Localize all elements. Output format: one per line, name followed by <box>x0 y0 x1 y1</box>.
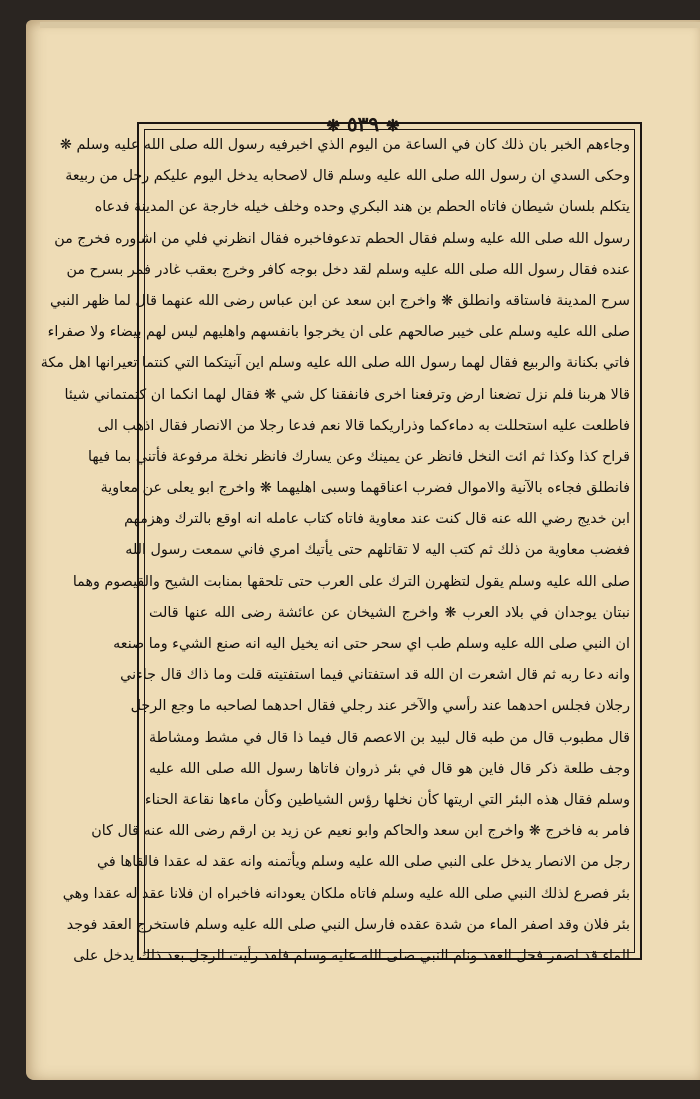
text-line: وحكى السدي ان رسول الله صلى الله عليه وسلم قال لاصحابه يدخل اليوم عليكم رجل من ربيعة <box>65 168 630 185</box>
text-line: فاطلعت عليه استحللت به دماءكما وذراريكما قالا نعم فدعا رجلا من الانصار فقال اذهب الى <box>97 417 630 434</box>
text-line: نبتان يوجدان في بلاد العرب ❋ واخرج الشيخان عن عائشة رضى الله عنها قالت <box>149 604 630 621</box>
text-line: قالا هربنا فلم نزل تضعنا ارض وترفعنا اخرى فانفقنا كل شي ❋ فقال لهما انكما ان كتمتماني شيئا <box>64 386 630 403</box>
ornament-right-icon: ❋ <box>386 116 400 135</box>
text-line: فاتي بكنانة والربيع فقال لهما رسول الله صلى الله عليه وسلم اين آنيتكما التي كنتما تعيرانها اهل مكة <box>40 355 630 372</box>
text-line: صلى الله عليه وسلم على خيبر صالحهم على ان يخرجوا بانفسهم واهليهم ليس لهم بيضاء ولا صفراء <box>47 324 630 341</box>
text-line: رسول الله صلى الله عليه وسلم فقال الحطم تدعوفاخبره فقال انظرني فلي من اشاوره فخرج من <box>54 230 630 247</box>
text-frame <box>40 122 642 964</box>
text-line: صلى الله عليه وسلم يقول لتظهرن الترك على العرب حتى تلحقها بمنابت الشيح والقيصوم وهما <box>72 573 630 590</box>
text-line: فانطلق فجاءه بالآنية والاموال فضرب اعناقهما وسبى اهليهما ❋ واخرج ابو يعلى عن معاوية <box>100 480 630 497</box>
text-line: رجلان فجلس احدهما عند رأسي والآخر عند رجلي فقال احدهما لصاحبه ما وجع الرجل <box>130 698 630 715</box>
text-line: سرح المدينة فاستاقه وانطلق ❋ واخرج ابن سعد عن ابن عباس رضى الله عنهما قال لما ظهر النبي <box>50 292 630 309</box>
text-line: عنده فقال رسول الله صلى الله عليه وسلم لقد دخل بوجه كافر وخرج بعقب غادر فمر بسرح من <box>66 261 630 278</box>
text-line: قراح كذا وكذا ثم ائت النخل فانظر عن يمينك وعن يسارك فانظر نخلة مرفوعة فأتني بما فيها <box>88 448 630 465</box>
text-line: فامر به فاخرج ❋ واخرج ابن سعد والحاكم وابو نعيم عن زيد بن ارقم رضى الله عنه قال كان <box>91 823 630 840</box>
text-line: ان النبي صلى الله عليه وسلم طب اي سحر حتى انه يخيل اليه انه صنع الشيء وما صنعه <box>113 636 630 652</box>
page-content <box>26 20 700 1080</box>
text-line: وسلم فقال هذه البئر التي اريتها كأن نخلها رؤس الشياطين وكأن ماءها نقاعة الحناء <box>144 791 630 808</box>
text-line: وانه دعا ربه ثم قال اشعرت ان الله قد استفتاني فيما استفتيته قلت وما ذاك قال جاءني <box>120 667 630 684</box>
text-line: بئر فلان وقد اصفر الماء من شدة عقده فارسل النبي صلى الله عليه وسلم فاستخرج العقد فوجد <box>66 916 630 933</box>
text-line: وجاءهم الخبر بان ذلك كان في الساعة من اليوم الذي اخبرفيه رسول الله صلى الله عليه وسلم ❋ <box>59 137 630 153</box>
text-line: بئر فصرع لذلك النبي صلى الله عليه وسلم فاتاه ملكان يعودانه فاخبراه ان فلانا عقد له عقدا وهي <box>62 885 630 902</box>
text-line: فغضب معاوية من ذلك ثم كتب اليه لا تقاتلهم حتى يأتيك امري فاني سمعت رسول الله <box>125 542 630 559</box>
text-line: الماء قد اصفر فحل العقد ونام النبي صلى الله عليه وسلم فلقد رأيت الرجل بعد ذلك يدخل على <box>73 947 630 964</box>
ornament-left-icon: ❋ <box>326 116 340 135</box>
text-line: يتكلم بلسان شيطان فاتاه الحطم بن هند البكري وحده وخلف خيله خارجة عن المدينة فدعاه <box>94 199 630 216</box>
text-line: ابن خديج رضي الله عنه قال كنت عند معاوية فاتاه كتاب عامله انه اوقع بالترك وهزمهم <box>124 511 630 528</box>
text-line: قال مطبوب قال من طبه قال لبيد بن الاعصم قال فيما ذا قال في مشط ومشاطة <box>149 729 630 746</box>
text-line: وجف طلعة ذكر قال فاين هو قال في بئر ذروان فاتاها رسول الله صلى الله عليه <box>149 760 630 777</box>
text-line: رجل من الانصار يدخل على النبي صلى الله عليه وسلم ويأتمنه وانه عقد له عقدا فالقاها في <box>97 854 630 871</box>
body-text <box>40 130 630 964</box>
page-number: ٥٣٩ <box>346 112 380 136</box>
